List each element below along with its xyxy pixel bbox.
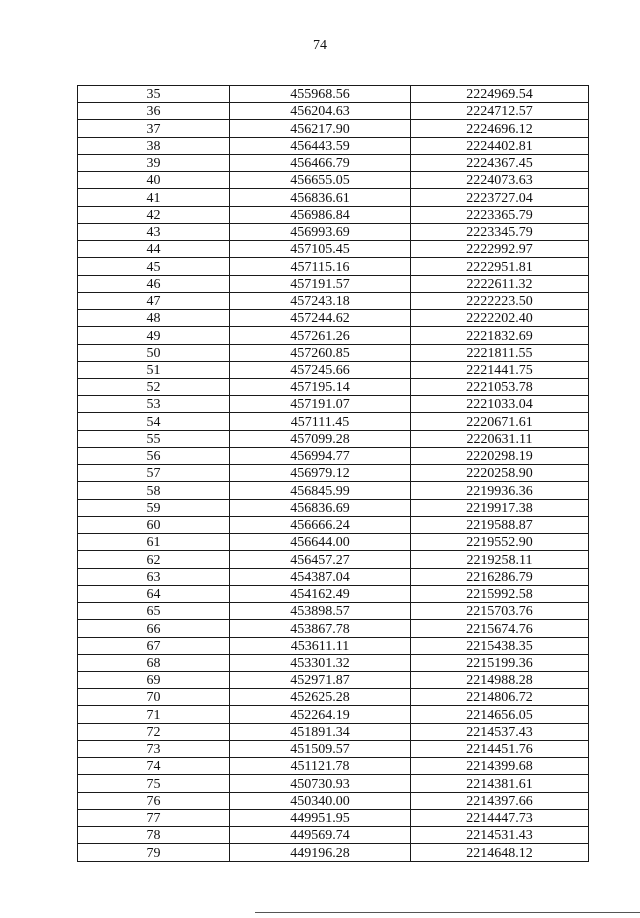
x-coordinate-cell: 453611.11 bbox=[230, 637, 411, 654]
point-number-cell: 57 bbox=[78, 465, 230, 482]
table-row bbox=[78, 206, 589, 223]
point-number-cell: 51 bbox=[78, 361, 230, 378]
table-row bbox=[78, 327, 589, 344]
y-coordinate-cell: 2215703.76 bbox=[411, 603, 589, 620]
point-number-cell: 65 bbox=[78, 603, 230, 620]
table-row bbox=[78, 671, 589, 688]
y-coordinate-cell: 2220258.90 bbox=[411, 465, 589, 482]
x-coordinate-cell: 457115.16 bbox=[230, 258, 411, 275]
point-number-cell: 78 bbox=[78, 827, 230, 844]
y-coordinate-cell: 2214806.72 bbox=[411, 689, 589, 706]
point-number-cell: 42 bbox=[78, 206, 230, 223]
x-coordinate-cell: 457195.14 bbox=[230, 378, 411, 395]
x-coordinate-cell: 456993.69 bbox=[230, 223, 411, 240]
table-row bbox=[78, 413, 589, 430]
point-number-cell: 40 bbox=[78, 172, 230, 189]
x-coordinate-cell: 452264.19 bbox=[230, 706, 411, 723]
table-row bbox=[78, 689, 589, 706]
x-coordinate-cell: 456655.05 bbox=[230, 172, 411, 189]
x-coordinate-cell: 457245.66 bbox=[230, 361, 411, 378]
table-row bbox=[78, 292, 589, 309]
y-coordinate-cell: 2214656.05 bbox=[411, 706, 589, 723]
y-coordinate-cell: 2220631.11 bbox=[411, 430, 589, 447]
y-coordinate-cell: 2222223.50 bbox=[411, 292, 589, 309]
x-coordinate-cell: 455968.56 bbox=[230, 86, 411, 103]
point-number-cell: 59 bbox=[78, 499, 230, 516]
x-coordinate-cell: 457099.28 bbox=[230, 430, 411, 447]
x-coordinate-cell: 457111.45 bbox=[230, 413, 411, 430]
page-number: 74 bbox=[313, 38, 327, 53]
table-row bbox=[78, 516, 589, 533]
table-row bbox=[78, 758, 589, 775]
point-number-cell: 35 bbox=[78, 86, 230, 103]
table-row bbox=[78, 154, 589, 171]
point-number-cell: 76 bbox=[78, 792, 230, 809]
table-row bbox=[78, 827, 589, 844]
table-row bbox=[78, 603, 589, 620]
x-coordinate-cell: 457260.85 bbox=[230, 344, 411, 361]
point-number-cell: 56 bbox=[78, 447, 230, 464]
point-number-cell: 68 bbox=[78, 654, 230, 671]
table-row bbox=[78, 189, 589, 206]
y-coordinate-cell: 2219258.11 bbox=[411, 551, 589, 568]
y-coordinate-cell: 2219917.38 bbox=[411, 499, 589, 516]
table-row bbox=[78, 620, 589, 637]
point-number-cell: 54 bbox=[78, 413, 230, 430]
y-coordinate-cell: 2215199.36 bbox=[411, 654, 589, 671]
x-coordinate-cell: 449951.95 bbox=[230, 809, 411, 826]
bottom-edge-line bbox=[255, 912, 640, 913]
y-coordinate-cell: 2214397.66 bbox=[411, 792, 589, 809]
y-coordinate-cell: 2224073.63 bbox=[411, 172, 589, 189]
table-row bbox=[78, 396, 589, 413]
point-number-cell: 75 bbox=[78, 775, 230, 792]
point-number-cell: 49 bbox=[78, 327, 230, 344]
table-row bbox=[78, 654, 589, 671]
y-coordinate-cell: 2221832.69 bbox=[411, 327, 589, 344]
point-number-cell: 47 bbox=[78, 292, 230, 309]
x-coordinate-cell: 456466.79 bbox=[230, 154, 411, 171]
x-coordinate-cell: 456443.59 bbox=[230, 137, 411, 154]
x-coordinate-cell: 456836.69 bbox=[230, 499, 411, 516]
x-coordinate-cell: 457244.62 bbox=[230, 310, 411, 327]
x-coordinate-cell: 456457.27 bbox=[230, 551, 411, 568]
table-row bbox=[78, 534, 589, 551]
table-row bbox=[78, 120, 589, 137]
y-coordinate-cell: 2221053.78 bbox=[411, 378, 589, 395]
point-number-cell: 36 bbox=[78, 103, 230, 120]
y-coordinate-cell: 2214447.73 bbox=[411, 809, 589, 826]
table-row bbox=[78, 344, 589, 361]
table-row bbox=[78, 275, 589, 292]
point-number-cell: 43 bbox=[78, 223, 230, 240]
point-number-cell: 48 bbox=[78, 310, 230, 327]
coordinates-table-body bbox=[78, 86, 589, 862]
x-coordinate-cell: 451891.34 bbox=[230, 723, 411, 740]
x-coordinate-cell: 449196.28 bbox=[230, 844, 411, 861]
y-coordinate-cell: 2220671.61 bbox=[411, 413, 589, 430]
x-coordinate-cell: 453898.57 bbox=[230, 603, 411, 620]
table-row bbox=[78, 137, 589, 154]
y-coordinate-cell: 2223345.79 bbox=[411, 223, 589, 240]
point-number-cell: 70 bbox=[78, 689, 230, 706]
x-coordinate-cell: 456979.12 bbox=[230, 465, 411, 482]
y-coordinate-cell: 2219552.90 bbox=[411, 534, 589, 551]
x-coordinate-cell: 456666.24 bbox=[230, 516, 411, 533]
x-coordinate-cell: 457191.57 bbox=[230, 275, 411, 292]
table-row bbox=[78, 775, 589, 792]
point-number-cell: 67 bbox=[78, 637, 230, 654]
x-coordinate-cell: 451509.57 bbox=[230, 740, 411, 757]
table-row bbox=[78, 103, 589, 120]
x-coordinate-cell: 456986.84 bbox=[230, 206, 411, 223]
table-row bbox=[78, 568, 589, 585]
y-coordinate-cell: 2214648.12 bbox=[411, 844, 589, 861]
y-coordinate-cell: 2222202.40 bbox=[411, 310, 589, 327]
point-number-cell: 41 bbox=[78, 189, 230, 206]
point-number-cell: 69 bbox=[78, 671, 230, 688]
y-coordinate-cell: 2222992.97 bbox=[411, 241, 589, 258]
point-number-cell: 53 bbox=[78, 396, 230, 413]
point-number-cell: 73 bbox=[78, 740, 230, 757]
x-coordinate-cell: 453867.78 bbox=[230, 620, 411, 637]
x-coordinate-cell: 452625.28 bbox=[230, 689, 411, 706]
y-coordinate-cell: 2214451.76 bbox=[411, 740, 589, 757]
table-row bbox=[78, 740, 589, 757]
point-number-cell: 60 bbox=[78, 516, 230, 533]
table-row bbox=[78, 258, 589, 275]
x-coordinate-cell: 450730.93 bbox=[230, 775, 411, 792]
point-number-cell: 72 bbox=[78, 723, 230, 740]
table-row bbox=[78, 447, 589, 464]
table-row bbox=[78, 310, 589, 327]
y-coordinate-cell: 2214381.61 bbox=[411, 775, 589, 792]
table-row bbox=[78, 361, 589, 378]
x-coordinate-cell: 456836.61 bbox=[230, 189, 411, 206]
y-coordinate-cell: 2219936.36 bbox=[411, 482, 589, 499]
y-coordinate-cell: 2215674.76 bbox=[411, 620, 589, 637]
x-coordinate-cell: 456644.00 bbox=[230, 534, 411, 551]
y-coordinate-cell: 2224712.57 bbox=[411, 103, 589, 120]
y-coordinate-cell: 2222951.81 bbox=[411, 258, 589, 275]
y-coordinate-cell: 2224402.81 bbox=[411, 137, 589, 154]
table-row bbox=[78, 637, 589, 654]
y-coordinate-cell: 2214531.43 bbox=[411, 827, 589, 844]
x-coordinate-cell: 452971.87 bbox=[230, 671, 411, 688]
x-coordinate-cell: 457191.07 bbox=[230, 396, 411, 413]
point-number-cell: 44 bbox=[78, 241, 230, 258]
y-coordinate-cell: 2216286.79 bbox=[411, 568, 589, 585]
point-number-cell: 46 bbox=[78, 275, 230, 292]
point-number-cell: 38 bbox=[78, 137, 230, 154]
table-row bbox=[78, 378, 589, 395]
point-number-cell: 64 bbox=[78, 585, 230, 602]
x-coordinate-cell: 456217.90 bbox=[230, 120, 411, 137]
y-coordinate-cell: 2223365.79 bbox=[411, 206, 589, 223]
y-coordinate-cell: 2221033.04 bbox=[411, 396, 589, 413]
point-number-cell: 71 bbox=[78, 706, 230, 723]
x-coordinate-cell: 456994.77 bbox=[230, 447, 411, 464]
x-coordinate-cell: 456204.63 bbox=[230, 103, 411, 120]
y-coordinate-cell: 2221441.75 bbox=[411, 361, 589, 378]
point-number-cell: 63 bbox=[78, 568, 230, 585]
point-number-cell: 79 bbox=[78, 844, 230, 861]
table-row bbox=[78, 223, 589, 240]
y-coordinate-cell: 2214399.68 bbox=[411, 758, 589, 775]
point-number-cell: 55 bbox=[78, 430, 230, 447]
point-number-cell: 50 bbox=[78, 344, 230, 361]
x-coordinate-cell: 451121.78 bbox=[230, 758, 411, 775]
table-row bbox=[78, 430, 589, 447]
x-coordinate-cell: 456845.99 bbox=[230, 482, 411, 499]
table-row bbox=[78, 844, 589, 861]
y-coordinate-cell: 2215992.58 bbox=[411, 585, 589, 602]
y-coordinate-cell: 2221811.55 bbox=[411, 344, 589, 361]
point-number-cell: 66 bbox=[78, 620, 230, 637]
table-row bbox=[78, 241, 589, 258]
y-coordinate-cell: 2214988.28 bbox=[411, 671, 589, 688]
x-coordinate-cell: 454162.49 bbox=[230, 585, 411, 602]
table-row bbox=[78, 499, 589, 516]
table-row bbox=[78, 465, 589, 482]
x-coordinate-cell: 457243.18 bbox=[230, 292, 411, 309]
y-coordinate-cell: 2215438.35 bbox=[411, 637, 589, 654]
point-number-cell: 58 bbox=[78, 482, 230, 499]
table-row bbox=[78, 86, 589, 103]
point-number-cell: 62 bbox=[78, 551, 230, 568]
x-coordinate-cell: 453301.32 bbox=[230, 654, 411, 671]
point-number-cell: 52 bbox=[78, 378, 230, 395]
x-coordinate-cell: 457105.45 bbox=[230, 241, 411, 258]
table-row bbox=[78, 792, 589, 809]
y-coordinate-cell: 2220298.19 bbox=[411, 447, 589, 464]
x-coordinate-cell: 454387.04 bbox=[230, 568, 411, 585]
x-coordinate-cell: 450340.00 bbox=[230, 792, 411, 809]
point-number-cell: 74 bbox=[78, 758, 230, 775]
y-coordinate-cell: 2224696.12 bbox=[411, 120, 589, 137]
point-number-cell: 61 bbox=[78, 534, 230, 551]
x-coordinate-cell: 449569.74 bbox=[230, 827, 411, 844]
x-coordinate-cell: 457261.26 bbox=[230, 327, 411, 344]
table-row bbox=[78, 585, 589, 602]
y-coordinate-cell: 2214537.43 bbox=[411, 723, 589, 740]
y-coordinate-cell: 2222611.32 bbox=[411, 275, 589, 292]
point-number-cell: 77 bbox=[78, 809, 230, 826]
point-number-cell: 45 bbox=[78, 258, 230, 275]
y-coordinate-cell: 2219588.87 bbox=[411, 516, 589, 533]
table-row bbox=[78, 723, 589, 740]
y-coordinate-cell: 2223727.04 bbox=[411, 189, 589, 206]
point-number-cell: 39 bbox=[78, 154, 230, 171]
table-row bbox=[78, 706, 589, 723]
table-row bbox=[78, 482, 589, 499]
coordinates-table bbox=[77, 85, 589, 862]
point-number-cell: 37 bbox=[78, 120, 230, 137]
y-coordinate-cell: 2224969.54 bbox=[411, 86, 589, 103]
y-coordinate-cell: 2224367.45 bbox=[411, 154, 589, 171]
table-row bbox=[78, 172, 589, 189]
table-row bbox=[78, 551, 589, 568]
table-row bbox=[78, 809, 589, 826]
